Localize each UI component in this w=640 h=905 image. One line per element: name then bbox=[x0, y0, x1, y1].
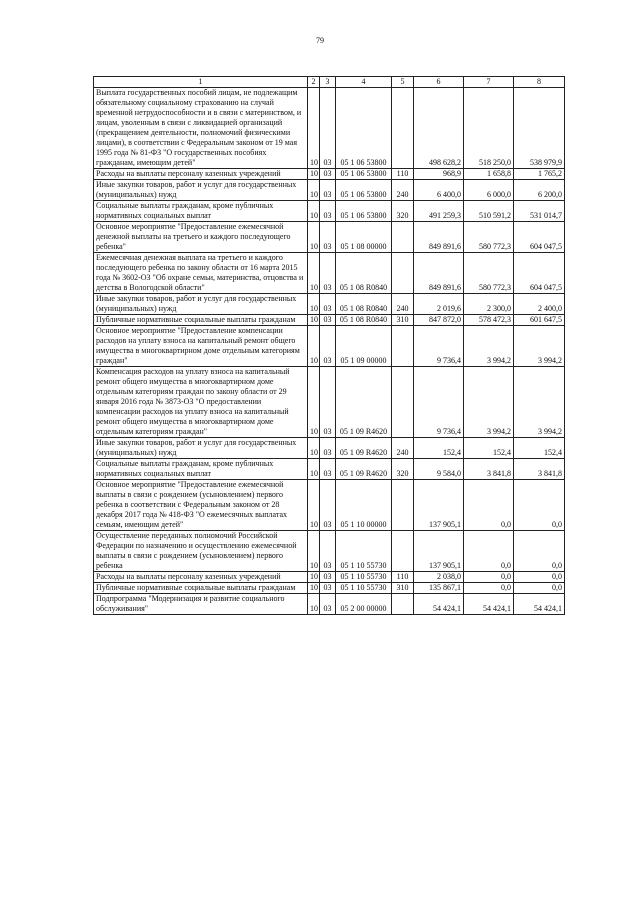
table-header-row bbox=[94, 77, 565, 88]
expense-type bbox=[392, 367, 414, 438]
subsection-code: 03 bbox=[320, 594, 336, 615]
amount-col6: 9 736,4 bbox=[414, 326, 464, 367]
subsection-code: 03 bbox=[320, 572, 336, 583]
amount-col8: 54 424,1 bbox=[514, 594, 565, 615]
amount-col8: 0,0 bbox=[514, 572, 565, 583]
expense-type: 240 bbox=[392, 294, 414, 315]
expense-type bbox=[392, 326, 414, 367]
amount-col6: 9 736,4 bbox=[414, 367, 464, 438]
expense-type bbox=[392, 253, 414, 294]
section-code: 10 bbox=[308, 531, 320, 572]
amount-col6: 968,9 bbox=[414, 169, 464, 180]
page-number: 79 bbox=[316, 36, 324, 45]
target-article: 05 1 08 R0840 bbox=[336, 315, 392, 326]
subsection-code: 03 bbox=[320, 222, 336, 253]
amount-col6: 2 019,6 bbox=[414, 294, 464, 315]
subsection-code: 03 bbox=[320, 294, 336, 315]
target-article: 05 1 08 R0840 bbox=[336, 294, 392, 315]
expense-type bbox=[392, 531, 414, 572]
table-row bbox=[94, 88, 565, 169]
expense-type: 240 bbox=[392, 180, 414, 201]
section-code: 10 bbox=[308, 480, 320, 531]
amount-col7: 0,0 bbox=[464, 572, 514, 583]
section-code: 10 bbox=[308, 180, 320, 201]
table-row bbox=[94, 438, 565, 459]
row-name: Подпрограмма "Модернизация и развитие социального обслуживания" bbox=[94, 594, 308, 615]
amount-col7: 580 772,3 bbox=[464, 253, 514, 294]
amount-col8: 3 994,2 bbox=[514, 326, 565, 367]
amount-col7: 3 994,2 bbox=[464, 326, 514, 367]
section-code: 10 bbox=[308, 294, 320, 315]
amount-col6: 9 584,0 bbox=[414, 459, 464, 480]
amount-col6: 847 872,0 bbox=[414, 315, 464, 326]
expense-type bbox=[392, 222, 414, 253]
section-code: 10 bbox=[308, 88, 320, 169]
amount-col8: 3 994,2 bbox=[514, 367, 565, 438]
target-article: 05 1 10 55730 bbox=[336, 572, 392, 583]
row-name: Социальные выплаты гражданам, кроме публичных нормативных социальных выплат bbox=[94, 201, 308, 222]
header-cell: 6 bbox=[414, 77, 464, 88]
section-code: 10 bbox=[308, 253, 320, 294]
subsection-code: 03 bbox=[320, 459, 336, 480]
target-article: 05 1 06 53800 bbox=[336, 201, 392, 222]
amount-col6: 137 905,1 bbox=[414, 531, 464, 572]
target-article: 05 1 06 53800 bbox=[336, 169, 392, 180]
table-row bbox=[94, 367, 565, 438]
amount-col8: 601 647,5 bbox=[514, 315, 565, 326]
amount-col6: 152,4 bbox=[414, 438, 464, 459]
row-name: Основное мероприятие "Предоставление ежемесячной денежной выплаты на третьего и каждого последующего ребенка" bbox=[94, 222, 308, 253]
amount-col7: 6 000,0 bbox=[464, 180, 514, 201]
row-name: Основное мероприятие "Предоставление ежемесячной выплаты в связи с рождением (усыновлением) первого ребенка в соответствии с Федеральным законом от 28 декабря 2017 года № 418-ФЗ "О ежемесячных выплатах семьям, имеющим детей" bbox=[94, 480, 308, 531]
table-row bbox=[94, 594, 565, 615]
target-article: 05 1 10 55730 bbox=[336, 583, 392, 594]
section-code: 10 bbox=[308, 222, 320, 253]
amount-col8: 538 979,9 bbox=[514, 88, 565, 169]
amount-col7: 0,0 bbox=[464, 531, 514, 572]
amount-col8: 604 047,5 bbox=[514, 222, 565, 253]
row-name: Социальные выплаты гражданам, кроме публичных нормативных социальных выплат bbox=[94, 459, 308, 480]
amount-col7: 0,0 bbox=[464, 583, 514, 594]
table-row bbox=[94, 253, 565, 294]
header-cell: 5 bbox=[392, 77, 414, 88]
table-row bbox=[94, 459, 565, 480]
table-row bbox=[94, 222, 565, 253]
amount-col7: 54 424,1 bbox=[464, 594, 514, 615]
row-name: Иные закупки товаров, работ и услуг для государственных (муниципальных) нужд bbox=[94, 294, 308, 315]
section-code: 10 bbox=[308, 572, 320, 583]
target-article: 05 1 09 00000 bbox=[336, 326, 392, 367]
expense-type bbox=[392, 480, 414, 531]
header-cell: 3 bbox=[320, 77, 336, 88]
row-name: Публичные нормативные социальные выплаты гражданам bbox=[94, 583, 308, 594]
amount-col8: 531 014,7 bbox=[514, 201, 565, 222]
amount-col8: 604 047,5 bbox=[514, 253, 565, 294]
table-row bbox=[94, 180, 565, 201]
section-code: 10 bbox=[308, 594, 320, 615]
expense-type bbox=[392, 88, 414, 169]
row-name: Ежемесячная денежная выплата на третьего и каждого последующего ребенка по закону области от 16 марта 2015 года № 3602-ОЗ "Об охране семьи, материнства, отцовства и детства в Вологодской области" bbox=[94, 253, 308, 294]
section-code: 10 bbox=[308, 315, 320, 326]
subsection-code: 03 bbox=[320, 253, 336, 294]
target-article: 05 1 09 R4620 bbox=[336, 438, 392, 459]
amount-col8: 3 841,8 bbox=[514, 459, 565, 480]
amount-col7: 0,0 bbox=[464, 480, 514, 531]
expense-type: 310 bbox=[392, 315, 414, 326]
subsection-code: 03 bbox=[320, 315, 336, 326]
table-row bbox=[94, 531, 565, 572]
amount-col6: 6 400,0 bbox=[414, 180, 464, 201]
subsection-code: 03 bbox=[320, 583, 336, 594]
table-row bbox=[94, 583, 565, 594]
target-article: 05 1 08 R0840 bbox=[336, 253, 392, 294]
section-code: 10 bbox=[308, 169, 320, 180]
target-article: 05 1 08 00000 bbox=[336, 222, 392, 253]
header-cell: 4 bbox=[336, 77, 392, 88]
target-article: 05 1 09 R4620 bbox=[336, 367, 392, 438]
amount-col7: 2 300,0 bbox=[464, 294, 514, 315]
expense-type: 110 bbox=[392, 572, 414, 583]
amount-col8: 0,0 bbox=[514, 531, 565, 572]
target-article: 05 1 10 55730 bbox=[336, 531, 392, 572]
row-name: Компенсация расходов на уплату взноса на капитальный ремонт общего имущества в многоквартирном доме отдельным категориям граждан по закону области от 29 января 2016 года № 3873-ОЗ "О предоставлении компенсации расходов на уплату взноса на капитальный ремонт общего имущества в многоквартирном доме отдельным категориям граждан" bbox=[94, 367, 308, 438]
section-code: 10 bbox=[308, 583, 320, 594]
table-row bbox=[94, 572, 565, 583]
amount-col6: 849 891,6 bbox=[414, 222, 464, 253]
budget-table bbox=[93, 76, 565, 615]
expense-type: 320 bbox=[392, 201, 414, 222]
amount-col6: 849 891,6 bbox=[414, 253, 464, 294]
subsection-code: 03 bbox=[320, 531, 336, 572]
table-row bbox=[94, 294, 565, 315]
table-row bbox=[94, 326, 565, 367]
row-name: Осуществление переданных полномочий Российской Федерации по назначению и осуществлению ежемесячной выплаты в связи с рождением (усыновлением) первого ребенка bbox=[94, 531, 308, 572]
header-cell: 8 bbox=[514, 77, 565, 88]
target-article: 05 1 06 53800 bbox=[336, 88, 392, 169]
amount-col7: 578 472,3 bbox=[464, 315, 514, 326]
expense-type: 320 bbox=[392, 459, 414, 480]
amount-col6: 137 905,1 bbox=[414, 480, 464, 531]
subsection-code: 03 bbox=[320, 326, 336, 367]
amount-col7: 3 994,2 bbox=[464, 367, 514, 438]
row-name: Публичные нормативные социальные выплаты гражданам bbox=[94, 315, 308, 326]
amount-col7: 518 250,0 bbox=[464, 88, 514, 169]
amount-col8: 2 400,0 bbox=[514, 294, 565, 315]
subsection-code: 03 bbox=[320, 438, 336, 459]
amount-col6: 491 259,3 bbox=[414, 201, 464, 222]
amount-col7: 1 658,8 bbox=[464, 169, 514, 180]
subsection-code: 03 bbox=[320, 169, 336, 180]
section-code: 10 bbox=[308, 459, 320, 480]
amount-col6: 135 867,1 bbox=[414, 583, 464, 594]
expense-type: 240 bbox=[392, 438, 414, 459]
target-article: 05 2 00 00000 bbox=[336, 594, 392, 615]
header-cell: 2 bbox=[308, 77, 320, 88]
amount-col6: 498 628,2 bbox=[414, 88, 464, 169]
amount-col8: 1 765,2 bbox=[514, 169, 565, 180]
amount-col7: 580 772,3 bbox=[464, 222, 514, 253]
amount-col7: 152,4 bbox=[464, 438, 514, 459]
section-code: 10 bbox=[308, 201, 320, 222]
section-code: 10 bbox=[308, 367, 320, 438]
amount-col8: 0,0 bbox=[514, 583, 565, 594]
section-code: 10 bbox=[308, 326, 320, 367]
expense-type: 110 bbox=[392, 169, 414, 180]
subsection-code: 03 bbox=[320, 201, 336, 222]
subsection-code: 03 bbox=[320, 88, 336, 169]
target-article: 05 1 06 53800 bbox=[336, 180, 392, 201]
row-name: Иные закупки товаров, работ и услуг для государственных (муниципальных) нужд bbox=[94, 438, 308, 459]
target-article: 05 1 10 00000 bbox=[336, 480, 392, 531]
expense-type bbox=[392, 594, 414, 615]
amount-col8: 0,0 bbox=[514, 480, 565, 531]
subsection-code: 03 bbox=[320, 480, 336, 531]
table-row bbox=[94, 169, 565, 180]
subsection-code: 03 bbox=[320, 367, 336, 438]
table-row bbox=[94, 315, 565, 326]
row-name: Расходы на выплаты персоналу казенных учреждений bbox=[94, 572, 308, 583]
amount-col8: 6 200,0 bbox=[514, 180, 565, 201]
amount-col7: 510 591,2 bbox=[464, 201, 514, 222]
amount-col6: 54 424,1 bbox=[414, 594, 464, 615]
amount-col8: 152,4 bbox=[514, 438, 565, 459]
expense-type: 310 bbox=[392, 583, 414, 594]
row-name: Выплата государственных пособий лицам, не подлежащим обязательному социальному страхованию на случай временной нетрудоспособности и в связи с материнством, и лицам, уволенным в связи с ликвидацией организаций (прекращением деятельности, полномочий физическими лицами), в соответствии с Федеральным законом от 19 мая 1995 года № 81-ФЗ "О государственных пособиях гражданам, имеющим детей" bbox=[94, 88, 308, 169]
amount-col7: 3 841,8 bbox=[464, 459, 514, 480]
header-cell: 1 bbox=[94, 77, 308, 88]
header-cell: 7 bbox=[464, 77, 514, 88]
row-name: Иные закупки товаров, работ и услуг для государственных (муниципальных) нужд bbox=[94, 180, 308, 201]
amount-col6: 2 038,0 bbox=[414, 572, 464, 583]
row-name: Основное мероприятие "Предоставление компенсации расходов на уплату взноса на капитальный ремонт общего имущества в многоквартирном доме отдельным категориям граждан" bbox=[94, 326, 308, 367]
table-row bbox=[94, 201, 565, 222]
section-code: 10 bbox=[308, 438, 320, 459]
target-article: 05 1 09 R4620 bbox=[336, 459, 392, 480]
subsection-code: 03 bbox=[320, 180, 336, 201]
table-row bbox=[94, 480, 565, 531]
row-name: Расходы на выплаты персоналу казенных учреждений bbox=[94, 169, 308, 180]
